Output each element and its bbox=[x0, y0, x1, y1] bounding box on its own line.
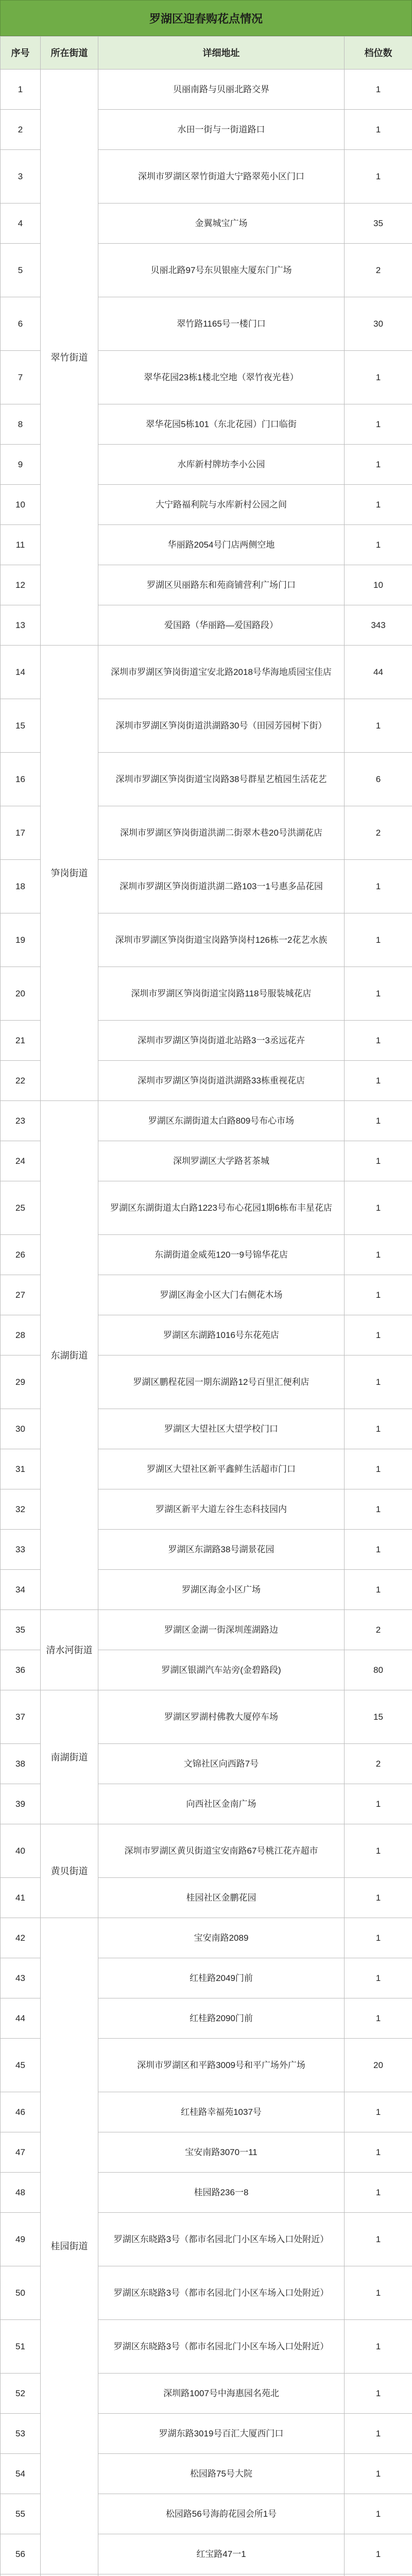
row-spots: 1 bbox=[345, 1141, 412, 1181]
row-address: 罗湖区东湖路1016号东花苑店 bbox=[98, 1315, 345, 1355]
row-seq: 16 bbox=[1, 753, 41, 806]
table-row bbox=[1, 70, 412, 110]
row-seq: 51 bbox=[1, 2320, 41, 2374]
row-spots: 1 bbox=[345, 860, 412, 913]
table-row bbox=[1, 2574, 412, 2576]
row-seq: 40 bbox=[1, 1824, 41, 1878]
street-cell: 黄贝街道 bbox=[41, 1824, 98, 1918]
row-spots: 1 bbox=[345, 1449, 412, 1489]
row-spots bbox=[345, 2574, 412, 2576]
row-address: 罗湖区鹏程花园一期东湖路12号百里汇便利店 bbox=[98, 1355, 345, 1409]
row-address: 深圳市罗湖区笋岗街道宝岗路38号群星艺植园生活花艺 bbox=[98, 753, 345, 806]
row-spots: 1 bbox=[345, 1101, 412, 1141]
row-seq: 13 bbox=[1, 605, 41, 646]
row-spots: 1 bbox=[345, 404, 412, 445]
row-seq: 50 bbox=[1, 2266, 41, 2320]
row-spots: 1 bbox=[345, 699, 412, 753]
row-address: 红桂路2049门前 bbox=[98, 1958, 345, 1998]
row-spots: 1 bbox=[345, 1784, 412, 1824]
row-address: 水库新村牌坊李小公园 bbox=[98, 445, 345, 485]
row-address: 罗湖区东湖街道太白路1223号布心花园1期6栋布丰星花店 bbox=[98, 1181, 345, 1235]
row-address: 罗湖区大望社区大望学校门口 bbox=[98, 1409, 345, 1449]
row-spots: 1 bbox=[345, 1021, 412, 1061]
row-spots: 30 bbox=[345, 297, 412, 351]
row-spots: 1 bbox=[345, 2494, 412, 2534]
row-address: 宝安南路3070一11 bbox=[98, 2132, 345, 2173]
row-spots: 1 bbox=[345, 1824, 412, 1878]
row-seq: 22 bbox=[1, 1061, 41, 1101]
row-address: 深圳市罗湖区笋岗街道宝岗路118号服装城花店 bbox=[98, 967, 345, 1021]
row-address: 罗湖区金湖一街深圳莲湖路边 bbox=[98, 1610, 345, 1650]
row-spots: 1 bbox=[345, 1409, 412, 1449]
row-address: 松园路56号海韵花园会所1号 bbox=[98, 2494, 345, 2534]
row-seq: 45 bbox=[1, 2039, 41, 2092]
row-seq: 20 bbox=[1, 967, 41, 1021]
row-spots: 2 bbox=[345, 1744, 412, 1784]
row-spots: 10 bbox=[345, 565, 412, 605]
row-spots: 1 bbox=[345, 1570, 412, 1610]
row-address: 贝丽北路97号东贝银座大厦东门广场 bbox=[98, 244, 345, 297]
row-spots: 343 bbox=[345, 605, 412, 646]
row-address: 深圳市罗湖区笋岗街道宝岗路笋岗村126栋一2花艺水族 bbox=[98, 913, 345, 967]
row-seq: 7 bbox=[1, 351, 41, 404]
row-spots: 1 bbox=[345, 2173, 412, 2213]
row-spots: 1 bbox=[345, 1958, 412, 1998]
table-row bbox=[1, 646, 412, 699]
header-spots: 档位数 bbox=[345, 37, 412, 70]
row-seq: 47 bbox=[1, 2132, 41, 2173]
row-seq: 19 bbox=[1, 913, 41, 967]
row-seq: 1 bbox=[1, 70, 41, 110]
row-spots: 1 bbox=[345, 2534, 412, 2574]
row-address: 深圳市罗湖区笋岗街道洪湖二街翠木巷20号洪湖花店 bbox=[98, 806, 345, 860]
row-spots: 1 bbox=[345, 2132, 412, 2173]
row-seq: 34 bbox=[1, 1570, 41, 1610]
row-seq: 53 bbox=[1, 2414, 41, 2454]
row-seq: 10 bbox=[1, 485, 41, 525]
row-spots: 44 bbox=[345, 646, 412, 699]
row-address: 深圳罗湖区大学路茗茶城 bbox=[98, 1141, 345, 1181]
street-cell: 笋岗街道 bbox=[41, 646, 98, 1101]
row-spots: 1 bbox=[345, 110, 412, 150]
row-address: 红宝路47一1 bbox=[98, 2534, 345, 2574]
row-address bbox=[98, 2574, 345, 2576]
row-address: 罗湖东路3019号百汇大厦西门口 bbox=[98, 2414, 345, 2454]
row-spots: 1 bbox=[345, 1878, 412, 1918]
row-seq: 27 bbox=[1, 1275, 41, 1315]
row-address: 罗湖区东湖街道太白路809号布心市场 bbox=[98, 1101, 345, 1141]
row-spots: 80 bbox=[345, 1650, 412, 1690]
row-seq: 43 bbox=[1, 1958, 41, 1998]
row-address: 深圳市罗湖区黄贝街道宝安南路67号桃江花卉超市 bbox=[98, 1824, 345, 1878]
row-spots: 1 bbox=[345, 445, 412, 485]
row-spots: 1 bbox=[345, 1918, 412, 1958]
row-seq: 24 bbox=[1, 1141, 41, 1181]
street-cell: 桂园街道 bbox=[41, 1918, 98, 2574]
street-cell: 翠竹街道 bbox=[41, 70, 98, 646]
header-address: 详细地址 bbox=[98, 37, 345, 70]
row-seq: 3 bbox=[1, 150, 41, 204]
row-address: 贝丽南路与贝丽北路交界 bbox=[98, 70, 345, 110]
row-spots: 1 bbox=[345, 1530, 412, 1570]
row-spots: 1 bbox=[345, 913, 412, 967]
row-address: 翠竹路1165号一楼门口 bbox=[98, 297, 345, 351]
row-spots: 20 bbox=[345, 2039, 412, 2092]
row-address: 文锦社区向西路7号 bbox=[98, 1744, 345, 1784]
row-seq: 14 bbox=[1, 646, 41, 699]
row-address: 桂园路236一8 bbox=[98, 2173, 345, 2213]
row-spots: 1 bbox=[345, 1235, 412, 1275]
row-address: 桂园社区金鹏花园 bbox=[98, 1878, 345, 1918]
row-spots: 15 bbox=[345, 1690, 412, 1744]
row-seq: 41 bbox=[1, 1878, 41, 1918]
row-spots: 1 bbox=[345, 2092, 412, 2132]
row-address: 罗湖区海金小区广场 bbox=[98, 1570, 345, 1610]
row-seq: 6 bbox=[1, 297, 41, 351]
row-address: 深圳市罗湖区和平路3009号和平广场外广场 bbox=[98, 2039, 345, 2092]
row-address: 深圳路1007号中海惠园名苑北 bbox=[98, 2374, 345, 2414]
header-street: 所在街道 bbox=[41, 37, 98, 70]
row-spots: 1 bbox=[345, 2374, 412, 2414]
row-spots: 1 bbox=[345, 351, 412, 404]
row-seq: 4 bbox=[1, 204, 41, 244]
header-seq: 序号 bbox=[1, 37, 41, 70]
row-address: 翠华花园23栋1楼北空地（翠竹夜光巷） bbox=[98, 351, 345, 404]
row-address: 罗湖区银湖汽车站旁(金碧路段) bbox=[98, 1650, 345, 1690]
row-seq: 39 bbox=[1, 1784, 41, 1824]
row-seq: 30 bbox=[1, 1409, 41, 1449]
row-address: 罗湖区东湖路38号湖景花园 bbox=[98, 1530, 345, 1570]
row-seq: 29 bbox=[1, 1355, 41, 1409]
row-seq: 37 bbox=[1, 1690, 41, 1744]
row-address: 罗湖区贝丽路东和苑商铺营利广场门口 bbox=[98, 565, 345, 605]
row-spots: 2 bbox=[345, 244, 412, 297]
row-address: 罗湖区东晓路3号（都市名园北门小区车场入口处附近） bbox=[98, 2213, 345, 2266]
row-seq: 5 bbox=[1, 244, 41, 297]
row-seq: 44 bbox=[1, 1998, 41, 2039]
row-spots: 1 bbox=[345, 1315, 412, 1355]
row-address: 深圳市罗湖区翠竹街道大宁路翠苑小区门口 bbox=[98, 150, 345, 204]
street-cell bbox=[41, 2574, 98, 2576]
row-address: 大宁路福利院与水库新村公园之间 bbox=[98, 485, 345, 525]
row-seq: 18 bbox=[1, 860, 41, 913]
row-address: 深圳市罗湖区笋岗街道洪湖路33栋重视花店 bbox=[98, 1061, 345, 1101]
row-spots: 1 bbox=[345, 1489, 412, 1530]
row-seq: 17 bbox=[1, 806, 41, 860]
row-spots: 1 bbox=[345, 1061, 412, 1101]
row-address: 东湖街道金威苑120一9号锦华花店 bbox=[98, 1235, 345, 1275]
table-row bbox=[1, 1824, 412, 1878]
row-seq: 33 bbox=[1, 1530, 41, 1570]
row-spots: 1 bbox=[345, 2266, 412, 2320]
row-spots: 1 bbox=[345, 2320, 412, 2374]
row-address: 深圳市罗湖区笋岗街道北站路3一3丞远花卉 bbox=[98, 1021, 345, 1061]
row-address: 红桂路2090门前 bbox=[98, 1998, 345, 2039]
row-spots: 1 bbox=[345, 1181, 412, 1235]
row-seq: 36 bbox=[1, 1650, 41, 1690]
row-seq: 15 bbox=[1, 699, 41, 753]
table-row bbox=[1, 1610, 412, 1650]
row-spots: 2 bbox=[345, 1610, 412, 1650]
row-seq: 55 bbox=[1, 2494, 41, 2534]
row-address: 水田一街与一街道路口 bbox=[98, 110, 345, 150]
row-address: 罗湖区东晓路3号（都市名园北门小区车场入口处附近） bbox=[98, 2320, 345, 2374]
row-spots: 1 bbox=[345, 1275, 412, 1315]
row-spots: 1 bbox=[345, 1998, 412, 2039]
row-address: 罗湖区东晓路3号（都市名园北门小区车场入口处附近） bbox=[98, 2266, 345, 2320]
row-address: 罗湖区新平大道左谷生态科技园内 bbox=[98, 1489, 345, 1530]
row-spots: 1 bbox=[345, 967, 412, 1021]
flower-points-table bbox=[0, 36, 412, 2576]
row-seq: 35 bbox=[1, 1610, 41, 1650]
row-address: 松园路75号大院 bbox=[98, 2454, 345, 2494]
row-spots: 1 bbox=[345, 2414, 412, 2454]
row-address: 向西社区金南广场 bbox=[98, 1784, 345, 1824]
row-seq: 54 bbox=[1, 2454, 41, 2494]
row-address: 罗湖区海金小区大门右侧花木场 bbox=[98, 1275, 345, 1315]
street-cell: 东湖街道 bbox=[41, 1101, 98, 1610]
row-seq: 38 bbox=[1, 1744, 41, 1784]
table-row bbox=[1, 1690, 412, 1744]
row-seq: 23 bbox=[1, 1101, 41, 1141]
row-address: 宝安南路2089 bbox=[98, 1918, 345, 1958]
row-spots: 1 bbox=[345, 525, 412, 565]
row-address: 爱国路（华丽路—爱国路段） bbox=[98, 605, 345, 646]
row-address: 深圳市罗湖区笋岗街道洪湖二路103一1号惠多品花园 bbox=[98, 860, 345, 913]
row-address: 罗湖区大望社区新平鑫鲜生活超市门口 bbox=[98, 1449, 345, 1489]
row-seq: 28 bbox=[1, 1315, 41, 1355]
table-header-row bbox=[1, 37, 412, 70]
row-seq: 48 bbox=[1, 2173, 41, 2213]
row-address: 罗湖区罗湖村佛教大厦停车场 bbox=[98, 1690, 345, 1744]
row-address: 红桂路幸福苑1037号 bbox=[98, 2092, 345, 2132]
row-seq: 21 bbox=[1, 1021, 41, 1061]
row-address: 深圳市罗湖区笋岗街道洪湖路30号（田园芳园树下街） bbox=[98, 699, 345, 753]
row-spots: 1 bbox=[345, 2213, 412, 2266]
row-seq: 52 bbox=[1, 2374, 41, 2414]
row-seq: 56 bbox=[1, 2534, 41, 2574]
row-spots: 6 bbox=[345, 753, 412, 806]
row-seq: 8 bbox=[1, 404, 41, 445]
row-seq: 26 bbox=[1, 1235, 41, 1275]
row-seq: 2 bbox=[1, 110, 41, 150]
table-row bbox=[1, 1918, 412, 1958]
row-spots: 1 bbox=[345, 2454, 412, 2494]
row-seq: 31 bbox=[1, 1449, 41, 1489]
row-address: 翠华花园5栋101（东北花园）门口临街 bbox=[98, 404, 345, 445]
row-seq: 42 bbox=[1, 1918, 41, 1958]
street-cell: 南湖街道 bbox=[41, 1690, 98, 1824]
row-spots: 1 bbox=[345, 150, 412, 204]
row-spots: 35 bbox=[345, 204, 412, 244]
table-row bbox=[1, 1101, 412, 1141]
row-seq: 11 bbox=[1, 525, 41, 565]
row-seq: 32 bbox=[1, 1489, 41, 1530]
row-spots: 1 bbox=[345, 70, 412, 110]
table-body bbox=[1, 70, 412, 2576]
row-address: 金翼城宝广场 bbox=[98, 204, 345, 244]
row-seq: 49 bbox=[1, 2213, 41, 2266]
row-seq: 25 bbox=[1, 1181, 41, 1235]
street-cell: 清水河街道 bbox=[41, 1610, 98, 1690]
page-title: 罗湖区迎春购花点情况 bbox=[0, 0, 412, 36]
row-seq: 9 bbox=[1, 445, 41, 485]
row-spots: 1 bbox=[345, 485, 412, 525]
row-address: 深圳市罗湖区笋岗街道宝安北路2018号华海地质园宝佳店 bbox=[98, 646, 345, 699]
row-seq bbox=[1, 2574, 41, 2576]
row-spots: 2 bbox=[345, 806, 412, 860]
row-address: 华丽路2054号门店两侧空地 bbox=[98, 525, 345, 565]
row-seq: 46 bbox=[1, 2092, 41, 2132]
row-seq: 12 bbox=[1, 565, 41, 605]
row-spots: 1 bbox=[345, 1355, 412, 1409]
